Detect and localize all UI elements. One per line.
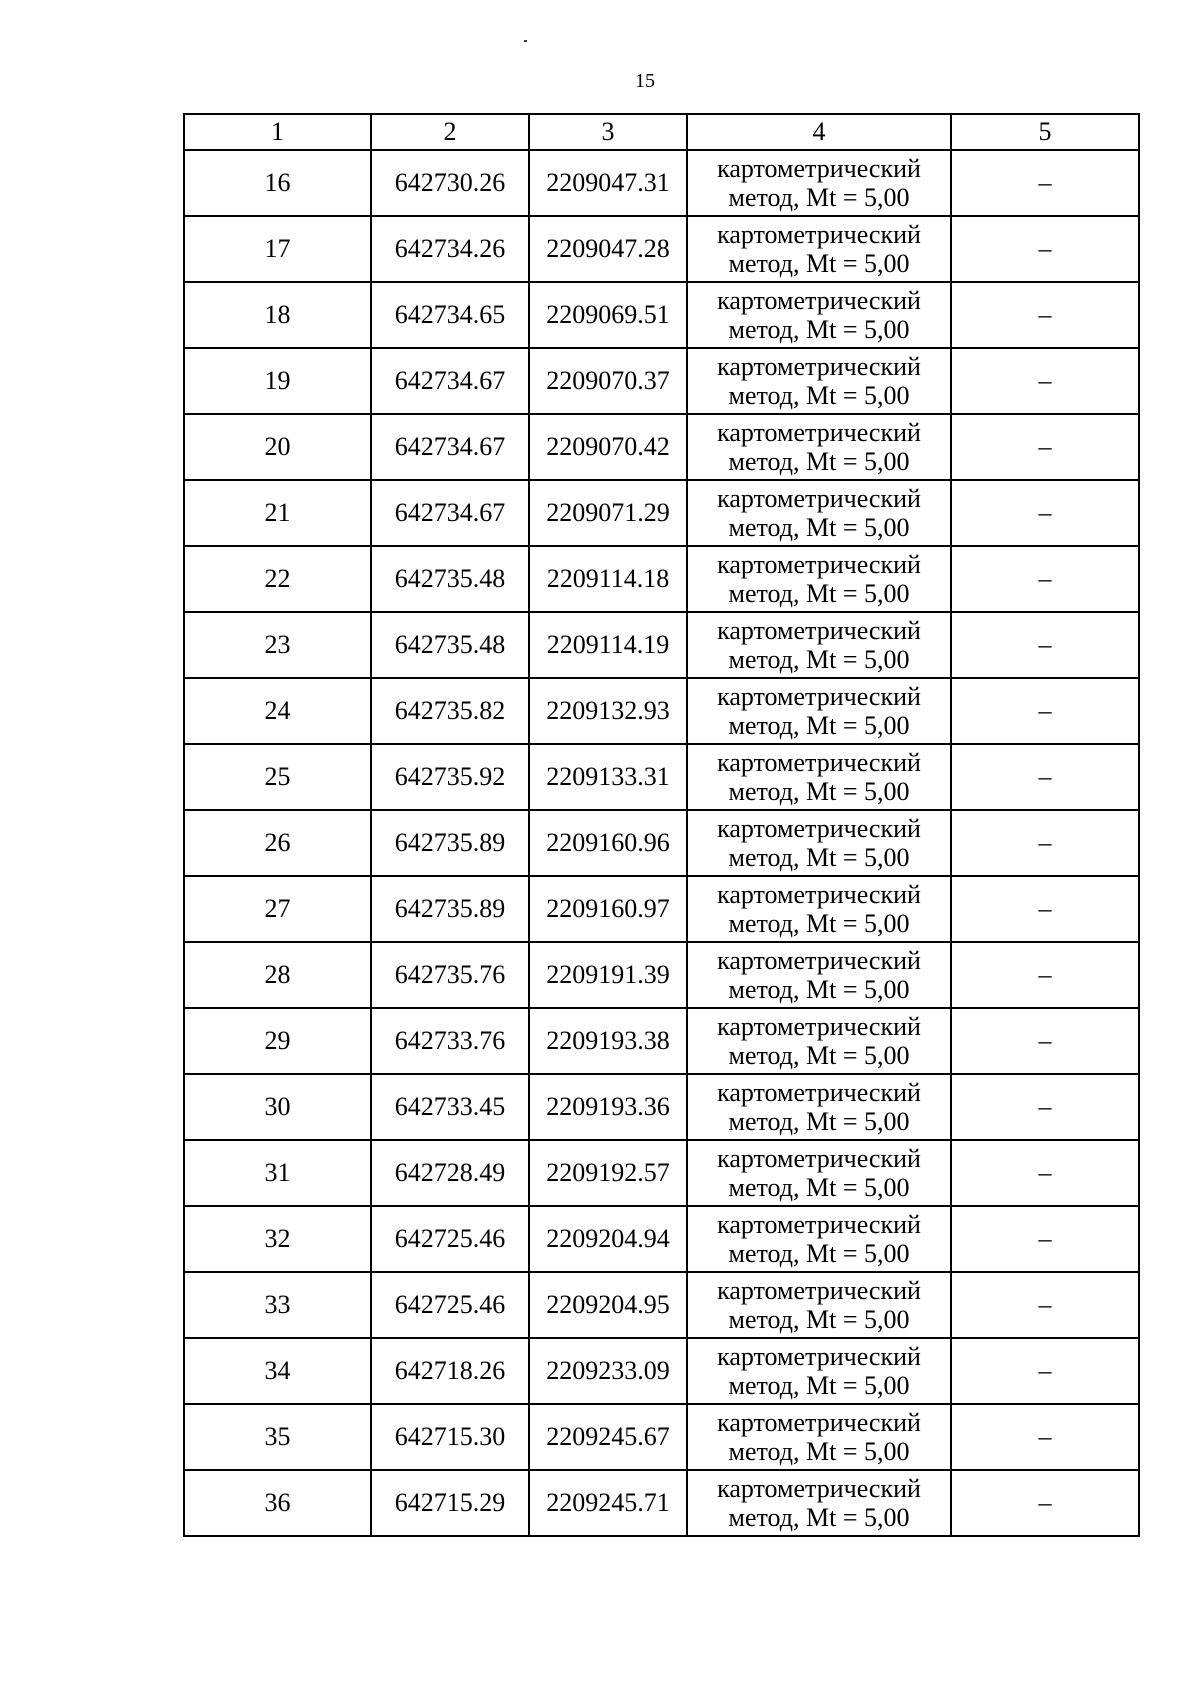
column-header: 4 (687, 114, 951, 150)
method-line-1: картометрический (717, 1474, 921, 1503)
method-line-1: картометрический (717, 748, 921, 777)
method-line-2: метод, Mt = 5,00 (728, 909, 910, 938)
method-cell (687, 348, 951, 414)
point-number-cell: 27 (184, 876, 371, 942)
table-row (184, 1206, 1139, 1272)
method-line-2: метод, Mt = 5,00 (728, 975, 910, 1004)
extra-cell: – (951, 1272, 1139, 1338)
extra-cell: – (951, 282, 1139, 348)
column-header: 2 (371, 114, 529, 150)
method-line-2: метод, Mt = 5,00 (728, 315, 910, 344)
method-line-2: метод, Mt = 5,00 (728, 1107, 910, 1136)
table-row (184, 942, 1139, 1008)
method-cell (687, 810, 951, 876)
y-coordinate-cell: 2209193.36 (529, 1074, 687, 1140)
method-cell (687, 1272, 951, 1338)
x-coordinate-cell: 642728.49 (371, 1140, 529, 1206)
table-row (184, 480, 1139, 546)
point-number-cell: 26 (184, 810, 371, 876)
column-header: 1 (184, 114, 371, 150)
y-coordinate-cell: 2209233.09 (529, 1338, 687, 1404)
method-line-1: картометрический (717, 1276, 921, 1305)
method-cell (687, 1074, 951, 1140)
point-number-cell: 22 (184, 546, 371, 612)
method-line-1: картометрический (717, 1210, 921, 1239)
extra-cell: – (951, 546, 1139, 612)
point-number-cell: 32 (184, 1206, 371, 1272)
table-row (184, 1272, 1139, 1338)
method-cell (687, 744, 951, 810)
method-cell (687, 678, 951, 744)
method-line-2: метод, Mt = 5,00 (728, 183, 910, 212)
method-line-2: метод, Mt = 5,00 (728, 249, 910, 278)
method-line-1: картометрический (717, 1408, 921, 1437)
method-line-1: картометрический (717, 418, 921, 447)
x-coordinate-cell: 642735.48 (371, 612, 529, 678)
x-coordinate-cell: 642733.76 (371, 1008, 529, 1074)
table-body (184, 114, 1139, 1536)
y-coordinate-cell: 2209071.29 (529, 480, 687, 546)
method-line-1: картометрический (717, 1078, 921, 1107)
method-line-2: метод, Mt = 5,00 (728, 1371, 910, 1400)
method-line-1: картометрический (717, 616, 921, 645)
method-line-1: картометрический (717, 1144, 921, 1173)
method-line-2: метод, Mt = 5,00 (728, 1305, 910, 1334)
x-coordinate-cell: 642734.67 (371, 414, 529, 480)
x-coordinate-cell: 642735.48 (371, 546, 529, 612)
extra-cell: – (951, 810, 1139, 876)
method-line-2: метод, Mt = 5,00 (728, 777, 910, 806)
method-line-2: метод, Mt = 5,00 (728, 1503, 910, 1532)
method-line-2: метод, Mt = 5,00 (728, 1239, 910, 1268)
point-number-cell: 17 (184, 216, 371, 282)
y-coordinate-cell: 2209070.42 (529, 414, 687, 480)
x-coordinate-cell: 642730.26 (371, 150, 529, 216)
extra-cell: – (951, 1074, 1139, 1140)
method-line-1: картометрический (717, 814, 921, 843)
point-number-cell: 29 (184, 1008, 371, 1074)
method-line-1: картометрический (717, 682, 921, 711)
extra-cell: – (951, 1206, 1139, 1272)
method-line-2: метод, Mt = 5,00 (728, 645, 910, 674)
x-coordinate-cell: 642715.29 (371, 1470, 529, 1536)
x-coordinate-cell: 642735.76 (371, 942, 529, 1008)
method-line-1: картометрический (717, 154, 921, 183)
y-coordinate-cell: 2209132.93 (529, 678, 687, 744)
method-cell (687, 942, 951, 1008)
y-coordinate-cell: 2209245.67 (529, 1404, 687, 1470)
method-line-2: метод, Mt = 5,00 (728, 579, 910, 608)
column-header: 3 (529, 114, 687, 150)
method-cell (687, 216, 951, 282)
method-cell (687, 1206, 951, 1272)
y-coordinate-cell: 2209245.71 (529, 1470, 687, 1536)
x-coordinate-cell: 642725.46 (371, 1272, 529, 1338)
method-cell (687, 546, 951, 612)
method-line-1: картометрический (717, 880, 921, 909)
y-coordinate-cell: 2209204.94 (529, 1206, 687, 1272)
table-row (184, 1404, 1139, 1470)
table-row (184, 1074, 1139, 1140)
table-row (184, 348, 1139, 414)
method-cell (687, 1404, 951, 1470)
point-number-cell: 36 (184, 1470, 371, 1536)
table-row (184, 612, 1139, 678)
method-cell (687, 1470, 951, 1536)
table-row (184, 1338, 1139, 1404)
method-line-1: картометрический (717, 946, 921, 975)
extra-cell: – (951, 612, 1139, 678)
extra-cell: – (951, 1470, 1139, 1536)
method-cell (687, 480, 951, 546)
table-header-row (184, 114, 1139, 150)
y-coordinate-cell: 2209069.51 (529, 282, 687, 348)
x-coordinate-cell: 642725.46 (371, 1206, 529, 1272)
y-coordinate-cell: 2209160.96 (529, 810, 687, 876)
method-cell (687, 1140, 951, 1206)
point-number-cell: 16 (184, 150, 371, 216)
y-coordinate-cell: 2209191.39 (529, 942, 687, 1008)
x-coordinate-cell: 642734.67 (371, 348, 529, 414)
y-coordinate-cell: 2209160.97 (529, 876, 687, 942)
point-number-cell: 33 (184, 1272, 371, 1338)
extra-cell: – (951, 1008, 1139, 1074)
extra-cell: – (951, 1140, 1139, 1206)
table-row (184, 1470, 1139, 1536)
x-coordinate-cell: 642718.26 (371, 1338, 529, 1404)
table-row (184, 1008, 1139, 1074)
extra-cell: – (951, 216, 1139, 282)
table-row (184, 216, 1139, 282)
x-coordinate-cell: 642735.89 (371, 876, 529, 942)
x-coordinate-cell: 642715.30 (371, 1404, 529, 1470)
table-row (184, 1140, 1139, 1206)
table-row (184, 876, 1139, 942)
extra-cell: – (951, 678, 1139, 744)
extra-cell: – (951, 1338, 1139, 1404)
point-number-cell: 34 (184, 1338, 371, 1404)
method-line-2: метод, Mt = 5,00 (728, 1041, 910, 1070)
page-number: 15 (635, 70, 655, 92)
method-line-1: картометрический (717, 550, 921, 579)
coordinates-table (183, 113, 1140, 1537)
method-line-2: метод, Mt = 5,00 (728, 513, 910, 542)
y-coordinate-cell: 2209133.31 (529, 744, 687, 810)
y-coordinate-cell: 2209193.38 (529, 1008, 687, 1074)
method-line-1: картометрический (717, 1012, 921, 1041)
extra-cell: – (951, 744, 1139, 810)
y-coordinate-cell: 2209192.57 (529, 1140, 687, 1206)
extra-cell: – (951, 1404, 1139, 1470)
point-number-cell: 28 (184, 942, 371, 1008)
y-coordinate-cell: 2209047.28 (529, 216, 687, 282)
point-number-cell: 25 (184, 744, 371, 810)
x-coordinate-cell: 642734.65 (371, 282, 529, 348)
method-cell (687, 1008, 951, 1074)
extra-cell: – (951, 480, 1139, 546)
method-line-2: метод, Mt = 5,00 (728, 1173, 910, 1202)
x-coordinate-cell: 642735.89 (371, 810, 529, 876)
method-line-2: метод, Mt = 5,00 (728, 843, 910, 872)
method-line-1: картометрический (717, 484, 921, 513)
y-coordinate-cell: 2209114.18 (529, 546, 687, 612)
point-number-cell: 31 (184, 1140, 371, 1206)
x-coordinate-cell: 642733.45 (371, 1074, 529, 1140)
y-coordinate-cell: 2209114.19 (529, 612, 687, 678)
extra-cell: – (951, 150, 1139, 216)
y-coordinate-cell: 2209070.37 (529, 348, 687, 414)
method-cell (687, 282, 951, 348)
y-coordinate-cell: 2209047.31 (529, 150, 687, 216)
method-line-2: метод, Mt = 5,00 (728, 447, 910, 476)
method-line-2: метод, Mt = 5,00 (728, 1437, 910, 1466)
table-row (184, 678, 1139, 744)
table-row (184, 744, 1139, 810)
table-row (184, 546, 1139, 612)
x-coordinate-cell: 642735.92 (371, 744, 529, 810)
scan-speck (524, 40, 527, 42)
method-line-1: картометрический (717, 220, 921, 249)
point-number-cell: 18 (184, 282, 371, 348)
column-header: 5 (951, 114, 1139, 150)
extra-cell: – (951, 348, 1139, 414)
point-number-cell: 24 (184, 678, 371, 744)
point-number-cell: 20 (184, 414, 371, 480)
method-line-2: метод, Mt = 5,00 (728, 711, 910, 740)
table-row (184, 150, 1139, 216)
method-line-2: метод, Mt = 5,00 (728, 381, 910, 410)
point-number-cell: 30 (184, 1074, 371, 1140)
extra-cell: – (951, 876, 1139, 942)
table-row (184, 810, 1139, 876)
method-line-1: картометрический (717, 286, 921, 315)
point-number-cell: 23 (184, 612, 371, 678)
y-coordinate-cell: 2209204.95 (529, 1272, 687, 1338)
point-number-cell: 19 (184, 348, 371, 414)
method-cell (687, 876, 951, 942)
table-row (184, 282, 1139, 348)
method-line-1: картометрический (717, 1342, 921, 1371)
method-cell (687, 612, 951, 678)
method-cell (687, 1338, 951, 1404)
method-line-1: картометрический (717, 352, 921, 381)
x-coordinate-cell: 642734.26 (371, 216, 529, 282)
x-coordinate-cell: 642735.82 (371, 678, 529, 744)
method-cell (687, 414, 951, 480)
method-cell (687, 150, 951, 216)
point-number-cell: 21 (184, 480, 371, 546)
table-row (184, 414, 1139, 480)
x-coordinate-cell: 642734.67 (371, 480, 529, 546)
point-number-cell: 35 (184, 1404, 371, 1470)
extra-cell: – (951, 942, 1139, 1008)
extra-cell: – (951, 414, 1139, 480)
